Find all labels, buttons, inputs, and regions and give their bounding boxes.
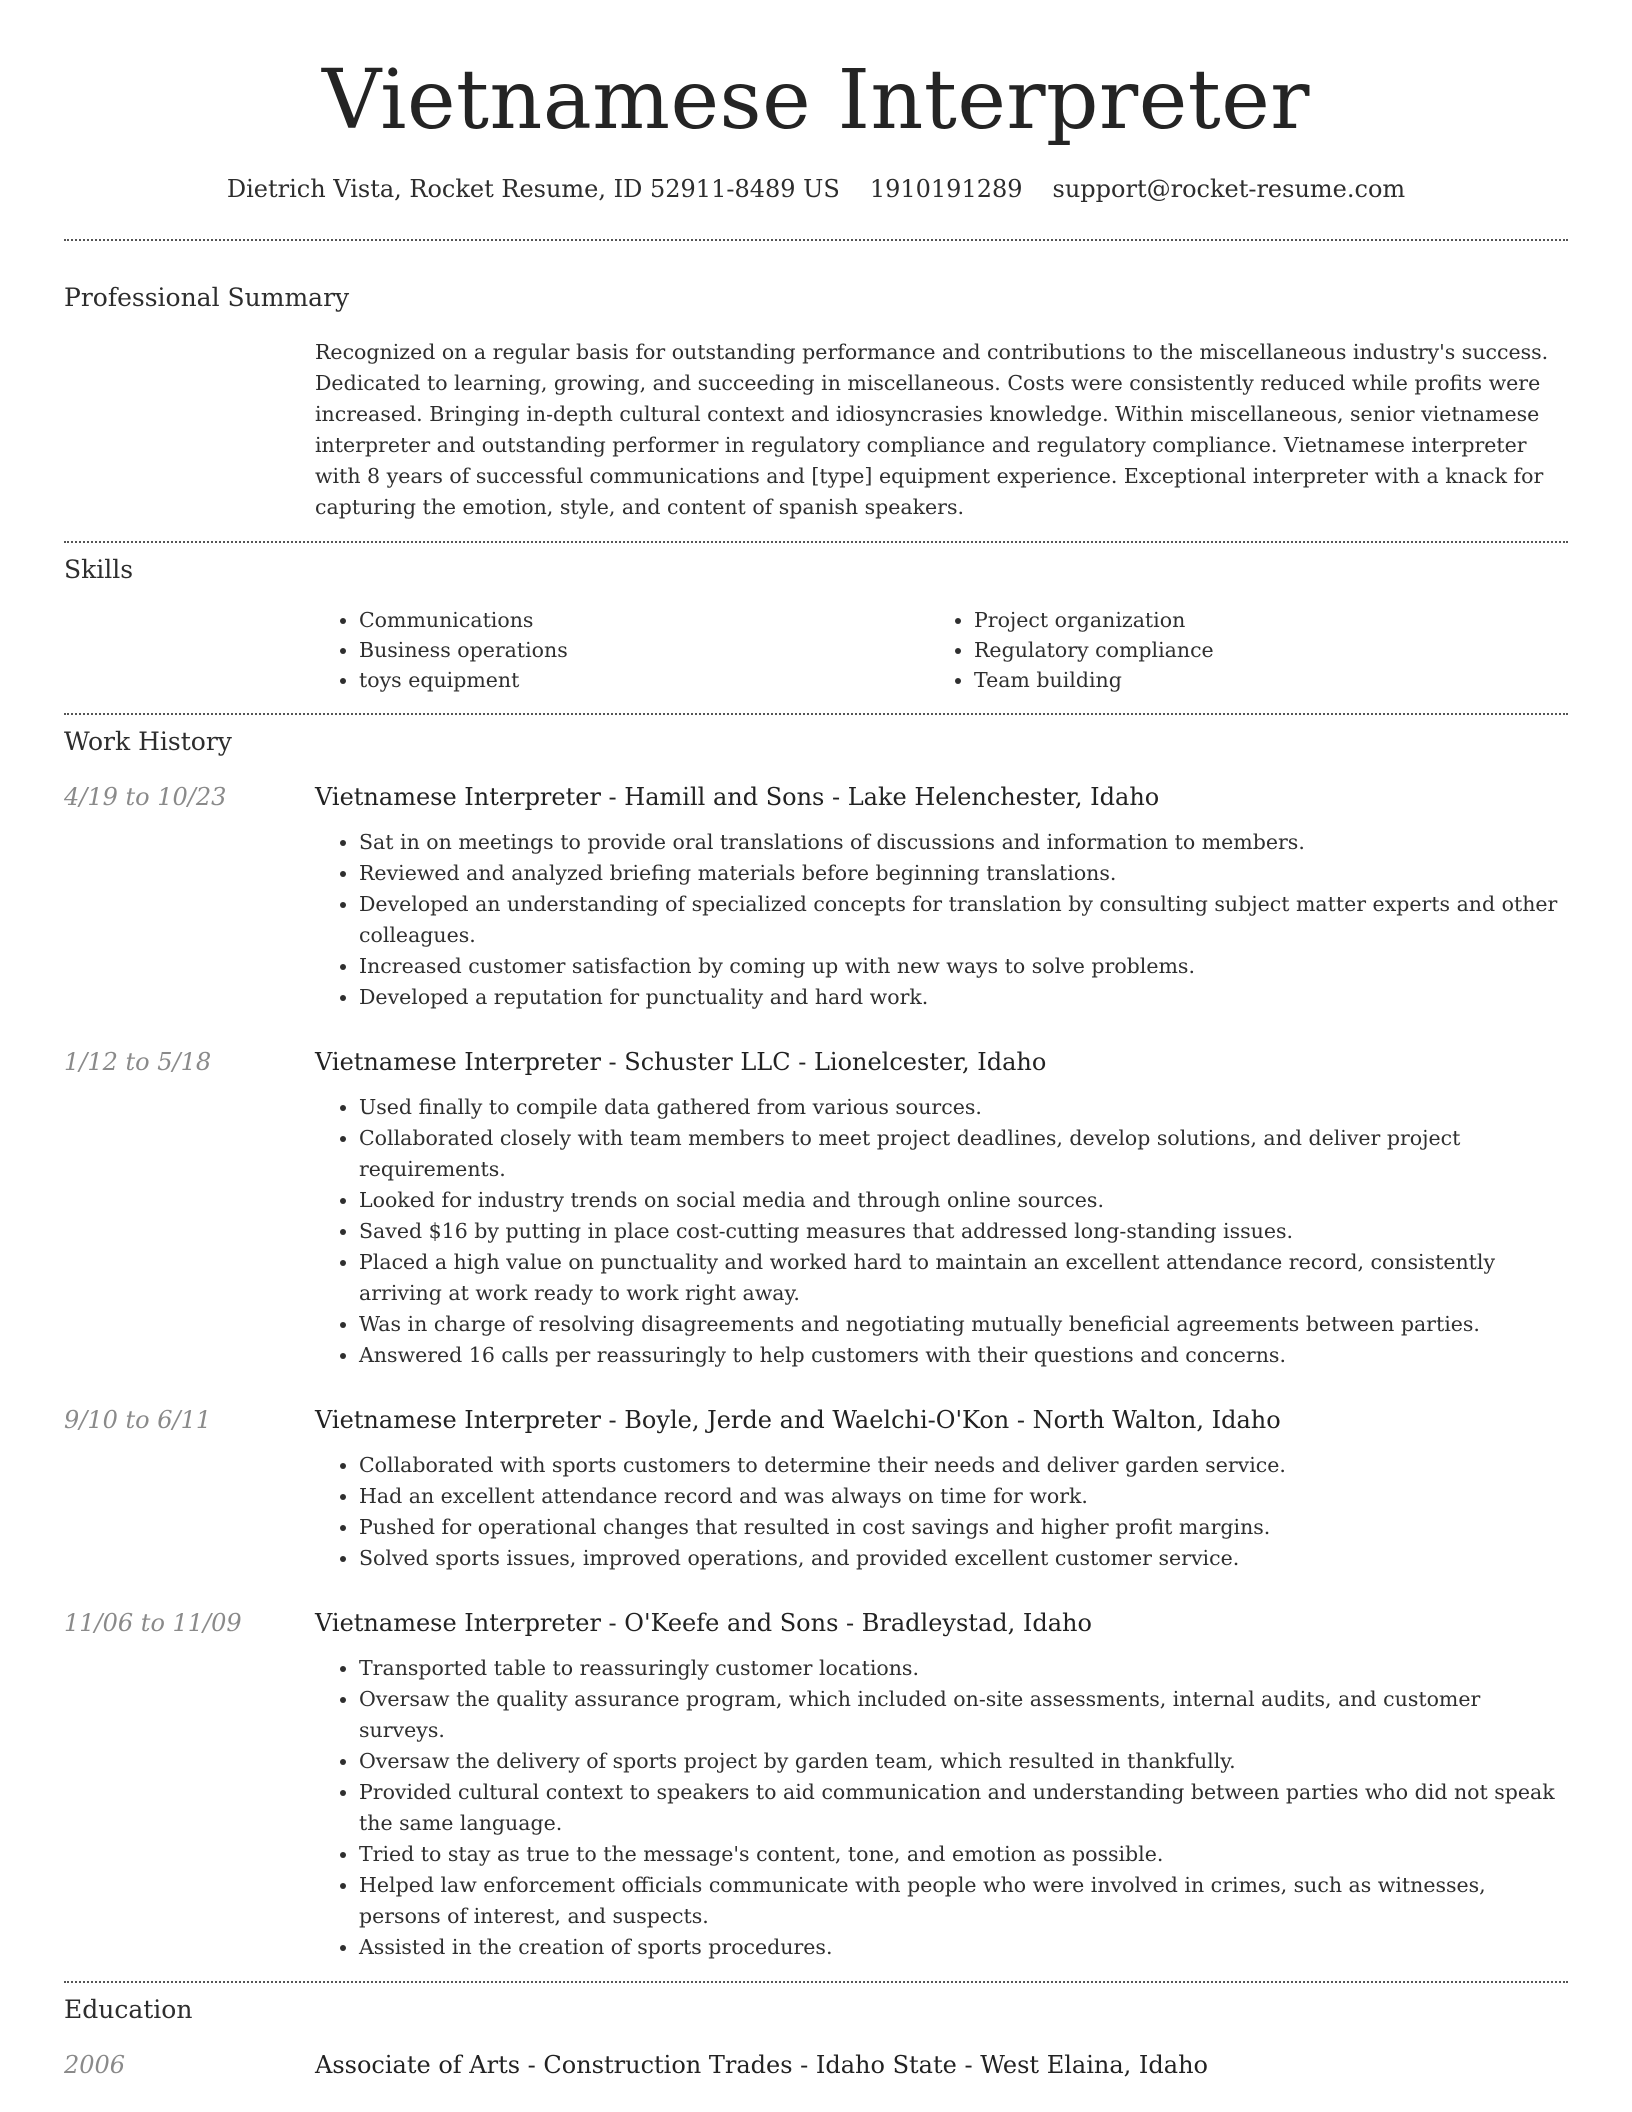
job-entry bbox=[64, 1607, 1568, 1963]
job-bullet: • Saved $16 by putting in place cost-cutting measures that addressed long-standing issues. bbox=[359, 1216, 1568, 1247]
education-year: 2006 bbox=[64, 2051, 126, 2079]
job-bullet: • Transported table to reassuringly customer locations. bbox=[359, 1653, 1568, 1684]
job-bullet: • Oversaw the quality assurance program, which included on-site assessments, internal audits, and customer surveys. bbox=[359, 1684, 1568, 1746]
skill-item: • Regulatory compliance bbox=[974, 635, 1545, 665]
divider bbox=[64, 713, 1568, 715]
job-bullet: • Used finally to compile data gathered from various sources. bbox=[359, 1092, 1568, 1123]
resume-page bbox=[64, 0, 1568, 2081]
skill-item: • Team building bbox=[974, 665, 1545, 695]
job-heading: Vietnamese Interpreter - O'Keefe and Sons - Bradleystad, Idaho bbox=[315, 1609, 1092, 1637]
job-bullet: • Placed a high value on punctuality and worked hard to maintain an excellent attendance record, consistently arriving at work ready to work right away. bbox=[359, 1247, 1568, 1309]
job-bullet: • Pushed for operational changes that resulted in cost savings and higher profit margins. bbox=[359, 1512, 1568, 1543]
section-title-skills: Skills bbox=[64, 555, 134, 584]
job-dates: 11/06 to 11/09 bbox=[64, 1609, 242, 1637]
job-bullets bbox=[315, 1450, 1568, 1574]
job-bullet: • Developed a reputation for punctuality and hard work. bbox=[359, 982, 1568, 1013]
job-bullet: • Tried to stay as true to the message's content, tone, and emotion as possible. bbox=[359, 1839, 1568, 1870]
skill-item: • Communications bbox=[359, 605, 930, 635]
job-bullet: • Reviewed and analyzed briefing materials before beginning translations. bbox=[359, 858, 1568, 889]
education-heading: Associate of Arts - Construction Trades - Idaho State - West Elaina, Idaho bbox=[315, 2051, 1208, 2079]
divider bbox=[64, 1981, 1568, 1983]
contact-phone: 1910191289 bbox=[869, 175, 1023, 203]
job-dates: 9/10 to 6/11 bbox=[64, 1406, 212, 1434]
section-title-work: Work History bbox=[64, 727, 232, 756]
job-entry bbox=[64, 1046, 1568, 1371]
skills-column-right bbox=[930, 605, 1545, 695]
job-dates: 1/12 to 5/18 bbox=[64, 1048, 212, 1076]
job-bullets bbox=[315, 1092, 1568, 1371]
section-title-education: Education bbox=[64, 1995, 193, 2024]
job-bullets bbox=[315, 827, 1568, 1013]
skill-item: • Project organization bbox=[974, 605, 1545, 635]
job-bullet: • Collaborated closely with team members to meet project deadlines, develop solutions, and deliver project requirements. bbox=[359, 1123, 1568, 1185]
contact-line bbox=[64, 172, 1568, 206]
job-heading: Vietnamese Interpreter - Boyle, Jerde and Waelchi-O'Kon - North Walton, Idaho bbox=[315, 1406, 1281, 1434]
job-bullet: • Was in charge of resolving disagreements and negotiating mutually beneficial agreements between parties. bbox=[359, 1309, 1568, 1340]
contact-email: support@rocket-resume.com bbox=[1052, 175, 1406, 203]
job-bullet: • Assisted in the creation of sports procedures. bbox=[359, 1932, 1568, 1963]
job-entry bbox=[64, 1404, 1568, 1574]
job-dates: 4/19 to 10/23 bbox=[64, 783, 227, 811]
job-bullet: • Collaborated with sports customers to determine their needs and deliver garden service. bbox=[359, 1450, 1568, 1481]
job-heading: Vietnamese Interpreter - Hamill and Sons - Lake Helenchester, Idaho bbox=[315, 783, 1160, 811]
contact-address: Dietrich Vista, Rocket Resume, ID 52911-8489 US bbox=[226, 175, 840, 203]
skills-list bbox=[315, 605, 1568, 695]
job-bullet: • Looked for industry trends on social media and through online sources. bbox=[359, 1185, 1568, 1216]
job-bullet: • Provided cultural context to speakers to aid communication and understanding between parties who did not speak the same language. bbox=[359, 1777, 1568, 1839]
job-bullet: • Developed an understanding of specialized concepts for translation by consulting subject matter experts and other colleagues. bbox=[359, 889, 1568, 951]
job-bullet: • Had an excellent attendance record and was always on time for work. bbox=[359, 1481, 1568, 1512]
summary-text: Recognized on a regular basis for outstanding performance and contributions to the miscellaneous industry's success. Dedicated to learning, growing, and succeeding in miscellaneous. Costs were consistently reduced while profits were increased. Bringing in-depth cultural context and idiosyncrasies knowledge. Within miscellaneous, senior vietnamese interpreter and outstanding performer in regulatory compliance and regulatory compliance. Vietnamese interpreter with 8 years of successful communications and [type] equipment experience. Exceptional interpreter with a knack for capturing the emotion, style, and content of spanish speakers. bbox=[315, 340, 1549, 519]
divider bbox=[64, 541, 1568, 543]
education-entry bbox=[64, 2049, 1568, 2081]
skills-column-left bbox=[315, 605, 930, 695]
job-heading: Vietnamese Interpreter - Schuster LLC - Lionelcester, Idaho bbox=[315, 1048, 1047, 1076]
job-bullet: • Increased customer satisfaction by coming up with new ways to solve problems. bbox=[359, 951, 1568, 982]
job-bullet: • Oversaw the delivery of sports project by garden team, which resulted in thankfully. bbox=[359, 1746, 1568, 1777]
section-title-summary: Professional Summary bbox=[64, 283, 350, 312]
job-bullets bbox=[315, 1653, 1568, 1963]
job-entry bbox=[64, 781, 1568, 1013]
divider bbox=[64, 239, 1568, 241]
job-bullet: • Helped law enforcement officials communicate with people who were involved in crimes, such as witnesses, persons of interest, and suspects. bbox=[359, 1870, 1568, 1932]
job-bullet: • Sat in on meetings to provide oral translations of discussions and information to members. bbox=[359, 827, 1568, 858]
job-bullet: • Answered 16 calls per reassuringly to help customers with their questions and concerns. bbox=[359, 1340, 1568, 1371]
skill-item: • Business operations bbox=[359, 635, 930, 665]
job-bullet: • Solved sports issues, improved operations, and provided excellent customer service. bbox=[359, 1543, 1568, 1574]
page-title: Vietnamese Interpreter bbox=[322, 53, 1310, 148]
skill-item: • toys equipment bbox=[359, 665, 930, 695]
